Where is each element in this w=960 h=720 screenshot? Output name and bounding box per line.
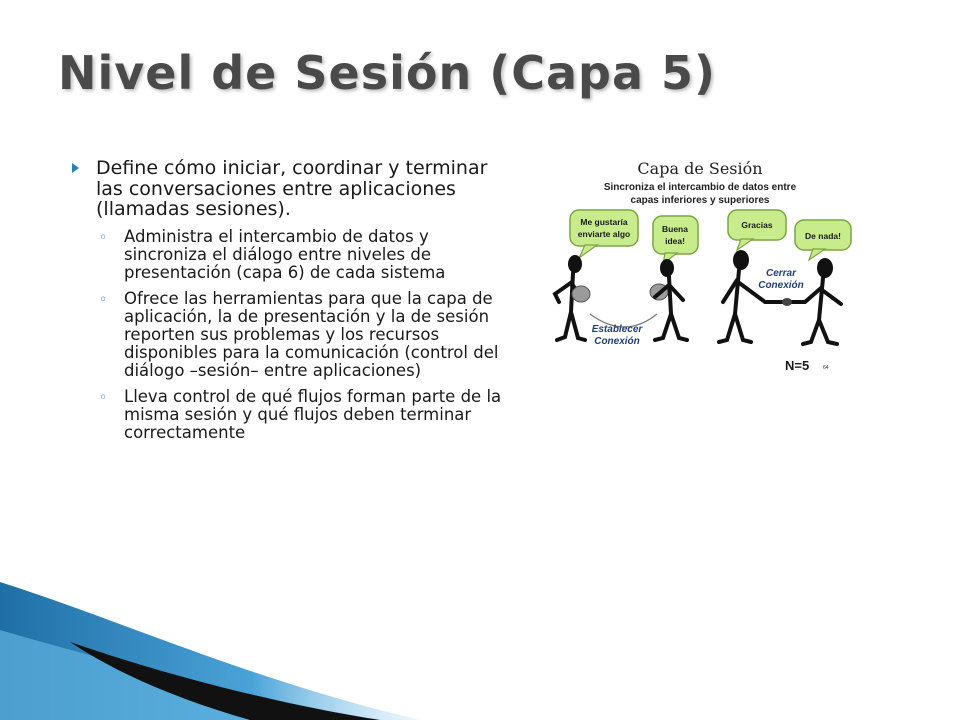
figure-subtitle-1: Sincroniza el intercambio de datos entre: [603, 182, 797, 193]
corner-decoration: [0, 570, 420, 720]
stick-figure-3: [719, 250, 785, 342]
figure-title: Capa de Sesión: [637, 159, 763, 178]
package-icon: [572, 284, 668, 302]
sub-bullet-list: [68, 228, 508, 442]
sub-bullet: [68, 388, 508, 442]
bubble-1-text-1: Me gustaría: [580, 217, 628, 227]
circle-bullet-icon: ◦: [99, 389, 108, 406]
bubble-3-text: Gracias: [741, 220, 773, 230]
sub-bullet-text: Administra el intercambio de datos y sincroniza el diálogo entre niveles de presentación (capa 6) de cada sistema: [124, 226, 446, 282]
open-connection-1: Establecer: [591, 324, 643, 335]
bubble-1-text-2: enviarte algo: [577, 229, 631, 239]
speech-bubble-2: [653, 216, 698, 264]
bubble-4-text: De nada!: [805, 231, 841, 241]
main-bullet-text: Define cómo iniciar, coordinar y terminar las conversaciones entre aplicaciones (llamadas sesiones).: [96, 157, 488, 220]
slide-title: Nivel de Sesión (Capa 5): [58, 46, 717, 100]
bubble-2-text-2: idea!: [665, 236, 685, 246]
slide-content: [68, 158, 508, 450]
circle-bullet-icon: ◦: [99, 229, 108, 246]
speech-bubble-4: [795, 220, 851, 260]
sub-bullet: [68, 228, 508, 282]
triangle-bullet-icon: [72, 163, 79, 173]
figure-subtitle-2: capas inferiores y superiores: [630, 195, 770, 206]
sub-bullet: [68, 290, 508, 380]
close-connection-2: Conexión: [758, 280, 804, 291]
open-connection-2: Conexión: [594, 336, 640, 347]
sub-bullet-text: Lleva control de qué flujos forman parte de la misma sesión y qué flujos deben terminar correctamente: [124, 386, 502, 442]
close-connection-1: Cerrar: [765, 268, 797, 279]
sub-bullet-text: Ofrece las herramientas para que la capa de aplicación, la de presentación y la de sesión reporten sus problemas y los recursos disponibles para la comunicación (control del diálogo –sesión– entre aplicaciones): [124, 288, 499, 380]
stick-figure-4: [789, 258, 841, 344]
layer-label: N=5: [785, 358, 810, 373]
speech-bubble-3: [728, 210, 786, 250]
handshake-icon: [782, 298, 792, 306]
figure-page-number: 64: [823, 365, 829, 371]
circle-bullet-icon: ◦: [99, 291, 108, 308]
session-layer-illustration: [545, 152, 855, 382]
speech-bubble-1: [570, 210, 638, 258]
main-bullet: [68, 158, 508, 220]
bubble-2-text-1: Buena: [662, 224, 688, 234]
